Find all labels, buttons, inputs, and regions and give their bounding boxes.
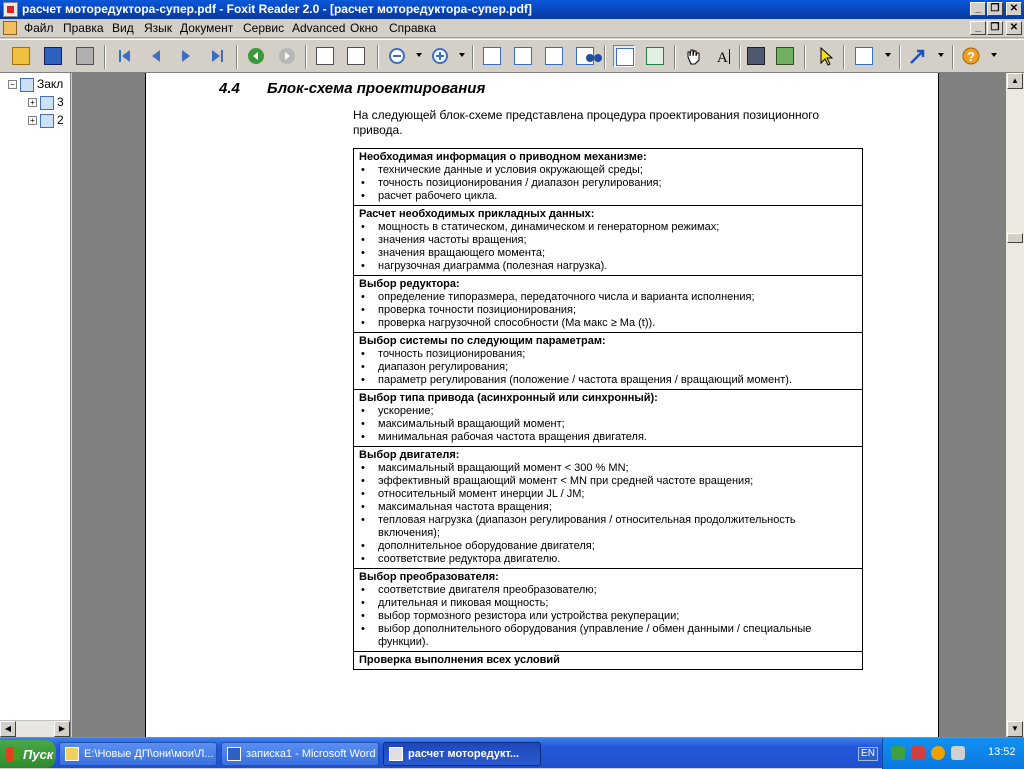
- flow-block-item: • выбор тормозного резистора или устройства рекуперации;: [359, 610, 858, 623]
- flow-block-item: • расчет рабочего цикла.: [359, 190, 858, 203]
- nav-horizontal-scrollbar[interactable]: [0, 720, 70, 737]
- toolbar-separator: [739, 45, 741, 69]
- flow-block-item: • проверка точности позиционирования;: [359, 304, 858, 317]
- flow-block-item: • диапазон регулирования;: [359, 361, 858, 374]
- flow-block-item: • параметр регулирования (положение / частота вращения / вращающий момент).: [359, 374, 858, 387]
- flow-block: [354, 149, 862, 206]
- flow-block-item: • точность позиционирования / диапазон регулирования;: [359, 177, 858, 190]
- menu-language[interactable]: Язык: [144, 21, 173, 35]
- text-select-icon[interactable]: [713, 45, 735, 67]
- start-label: Пуск: [23, 747, 54, 762]
- scroll-down-button[interactable]: ▼: [1007, 721, 1023, 737]
- menu-window[interactable]: Окно: [350, 21, 378, 35]
- flow-block-item: • технические данные и условия окружающей среды;: [359, 164, 858, 177]
- flow-block-item: • максимальный вращающий момент;: [359, 418, 858, 431]
- annotation-icon[interactable]: [853, 45, 875, 67]
- single-page-icon[interactable]: [481, 45, 503, 67]
- flow-block-title: Выбор преобразователя:: [359, 571, 499, 583]
- flow-block-item: • максимальный вращающий момент < 300 % MN;: [359, 462, 858, 475]
- binoculars-icon[interactable]: [583, 45, 605, 67]
- intro-paragraph: На следующей блок-схеме представлена процедура проектирования позиционного привода.: [353, 108, 820, 137]
- flow-block-item: • максимальная частота вращения;: [359, 501, 858, 514]
- zoom-in-icon[interactable]: [429, 45, 451, 67]
- toolbar-separator: [236, 45, 238, 69]
- task-label: E:\Новые ДП\они\мои\Л...: [84, 748, 214, 760]
- toolbar-separator: [472, 45, 474, 69]
- scroll-thumb[interactable]: [1007, 233, 1023, 243]
- open-icon[interactable]: [10, 45, 32, 67]
- bookmark-item-label: 3: [57, 95, 64, 109]
- bookmark-icon: [20, 78, 34, 92]
- clock: 13:52: [988, 746, 1016, 758]
- section-title: Блок-схема проектирования: [267, 80, 486, 97]
- flow-block-item: • минимальная рабочая частота вращения двигателя.: [359, 431, 858, 444]
- select-tool-icon[interactable]: [814, 45, 836, 67]
- flow-block-item: • соответствие двигателя преобразователю;: [359, 584, 858, 597]
- arrow-tool-icon[interactable]: [907, 45, 929, 67]
- bookmarks-panel-icon[interactable]: [613, 45, 635, 67]
- close-button[interactable]: ✕: [1006, 2, 1022, 16]
- bookmarks-pane: [0, 73, 71, 737]
- copy-page-icon[interactable]: [314, 45, 336, 67]
- menu-edit[interactable]: Правка: [63, 21, 104, 35]
- menu-file[interactable]: Файл: [24, 21, 54, 35]
- task-foxit[interactable]: [383, 742, 541, 766]
- scroll-up-button[interactable]: ▲: [1007, 73, 1023, 89]
- bookmark-root[interactable]: [8, 77, 63, 92]
- hand-tool-icon[interactable]: [682, 45, 704, 67]
- toolbar-separator: [843, 45, 845, 69]
- flow-block-item: • значения вращающего момента;: [359, 247, 858, 260]
- flow-block: [354, 206, 862, 276]
- menu-help[interactable]: Справка: [389, 21, 437, 35]
- doc-close-button[interactable]: ✕: [1006, 21, 1022, 35]
- document-vertical-scrollbar[interactable]: [1006, 73, 1024, 737]
- doc-minimize-button[interactable]: _: [970, 21, 986, 35]
- back-icon[interactable]: [245, 45, 267, 67]
- flow-block-item: • определение типоразмера, передаточного числа и варианта исполнения;: [359, 291, 858, 304]
- flow-block-item: • проверка нагрузочной способности (Mа макс ≥ Mа (t)).: [359, 317, 858, 330]
- document-view[interactable]: [72, 73, 1006, 737]
- task-word[interactable]: [221, 742, 379, 766]
- toolbar-separator: [674, 45, 676, 69]
- bookmark-item[interactable]: [28, 113, 64, 128]
- arrow-tool-dropdown[interactable]: [938, 53, 944, 57]
- flow-block-item: • эффективный вращающий момент < MN при средней частоте вращения;: [359, 475, 858, 488]
- last-page-icon[interactable]: [206, 45, 228, 67]
- menu-tools[interactable]: Сервис: [243, 21, 285, 35]
- flow-block-title: Выбор редуктора:: [359, 278, 460, 290]
- restore-button[interactable]: ❐: [987, 2, 1003, 16]
- bookmark-item[interactable]: [28, 95, 64, 110]
- scroll-left-button[interactable]: ◀: [0, 721, 16, 737]
- toolbar-separator: [377, 45, 379, 69]
- toolbar-separator: [104, 45, 106, 69]
- next-page-icon[interactable]: [175, 45, 197, 67]
- snapshot-icon[interactable]: [745, 45, 767, 67]
- pdf-page: [145, 73, 939, 737]
- flow-block-title: Необходимая информация о приводном механизме:: [359, 151, 647, 163]
- continuous-icon[interactable]: [512, 45, 534, 67]
- system-tray: [882, 738, 1024, 769]
- flow-block-title: Выбор системы по следующим параметрам:: [359, 335, 606, 347]
- toolbar-separator: [952, 45, 954, 69]
- zoom-in-dropdown[interactable]: [459, 53, 465, 57]
- page-icon: [40, 114, 54, 128]
- facing-icon[interactable]: [543, 45, 565, 67]
- bookmark-root-label: Закл: [37, 77, 64, 91]
- language-indicator[interactable]: EN: [858, 747, 878, 761]
- flow-block-title: Выбор типа привода (асинхронный или синхронный):: [359, 392, 658, 404]
- app-icon[interactable]: [3, 2, 18, 17]
- svg-text:A: A: [717, 50, 728, 66]
- task-label: расчет моторедукт...: [408, 748, 520, 760]
- antivirus-icon[interactable]: [911, 746, 925, 760]
- flowchart-table: [353, 148, 863, 670]
- windows-logo-icon: [6, 747, 20, 761]
- toolbar: [0, 39, 1024, 73]
- expand-icon[interactable]: +: [28, 116, 37, 125]
- title-bar: [0, 0, 1024, 19]
- minimize-button[interactable]: _: [970, 2, 986, 16]
- toolbar-separator: [804, 45, 806, 69]
- doc-restore-button[interactable]: ❐: [987, 21, 1003, 35]
- svg-text:?: ?: [967, 49, 975, 64]
- volume-icon[interactable]: [951, 746, 965, 760]
- image-icon[interactable]: [774, 45, 796, 67]
- flow-block-item: • ускорение;: [359, 405, 858, 418]
- document-menu-icon[interactable]: [3, 21, 17, 35]
- thumbnails-panel-icon[interactable]: [644, 45, 666, 67]
- update-icon[interactable]: [931, 746, 945, 760]
- flow-block-item: • точность позиционирования;: [359, 348, 858, 361]
- first-page-icon[interactable]: [114, 45, 136, 67]
- prev-page-icon[interactable]: [145, 45, 167, 67]
- flow-block-item: • соответствие редуктора двигателю.: [359, 553, 858, 566]
- forward-icon[interactable]: [276, 45, 298, 67]
- start-button[interactable]: [0, 740, 56, 768]
- collapse-icon[interactable]: −: [8, 80, 17, 89]
- section-number: 4.4: [219, 80, 240, 97]
- foxit-icon: [389, 747, 403, 761]
- save-icon[interactable]: [42, 45, 64, 67]
- task-explorer[interactable]: [59, 742, 217, 766]
- menu-bar: [0, 19, 1024, 38]
- flow-block: [354, 276, 862, 333]
- flow-block-title: Выбор двигателя:: [359, 449, 460, 461]
- flow-block: [354, 447, 862, 569]
- window-title: расчет моторедуктора-супер.pdf - Foxit Reader 2.0 - [расчет моторедуктора-супер.pdf]: [22, 2, 532, 16]
- page-icon: [40, 96, 54, 110]
- help-icon[interactable]: [960, 45, 982, 67]
- word-icon: [227, 747, 241, 761]
- flow-block: [354, 390, 862, 447]
- flow-block-item: • значения частоты вращения;: [359, 234, 858, 247]
- print-icon[interactable]: [74, 45, 96, 67]
- annotation-dropdown[interactable]: [885, 53, 891, 57]
- bookmark-tree: [0, 73, 71, 713]
- flow-block-item: • тепловая нагрузка (диапазон регулирования / относительная продолжительность включения);: [359, 514, 858, 540]
- paste-page-icon[interactable]: [345, 45, 367, 67]
- bookmark-item-label: 2: [57, 113, 64, 127]
- scroll-right-button[interactable]: ▶: [54, 721, 70, 737]
- flow-block-item: • нагрузочная диаграмма (полезная нагрузка).: [359, 260, 858, 273]
- toolbar-separator: [899, 45, 901, 69]
- taskbar: [0, 737, 1024, 768]
- folder-icon: [65, 747, 79, 761]
- flow-block-item: • дополнительное оборудование двигателя;: [359, 540, 858, 553]
- network-icon[interactable]: [891, 746, 905, 760]
- zoom-out-dropdown[interactable]: [416, 53, 422, 57]
- flow-block-item: • длительная и пиковая мощность;: [359, 597, 858, 610]
- task-label: записка1 - Microsoft Word: [246, 748, 376, 760]
- menu-document[interactable]: Документ: [180, 21, 234, 35]
- flow-block-item: • относительный момент инерции JL / JM;: [359, 488, 858, 501]
- expand-icon[interactable]: +: [28, 98, 37, 107]
- flow-block-title: Расчет необходимых прикладных данных:: [359, 208, 595, 220]
- help-dropdown[interactable]: [991, 53, 997, 57]
- flow-block: [354, 652, 862, 669]
- flow-block-item: • выбор дополнительного оборудования (управление / обмен данными / специальные функции).: [359, 623, 858, 649]
- flow-block-title: Проверка выполнения всех условий: [359, 654, 560, 666]
- toolbar-separator: [305, 45, 307, 69]
- flow-block: [354, 569, 862, 652]
- flow-block-item: • мощность в статическом, динамическом и генераторном режимах;: [359, 221, 858, 234]
- zoom-out-icon[interactable]: [386, 45, 408, 67]
- flow-block: [354, 333, 862, 390]
- menu-view[interactable]: Вид: [112, 21, 134, 35]
- menu-advanced[interactable]: Advanced: [292, 21, 346, 35]
